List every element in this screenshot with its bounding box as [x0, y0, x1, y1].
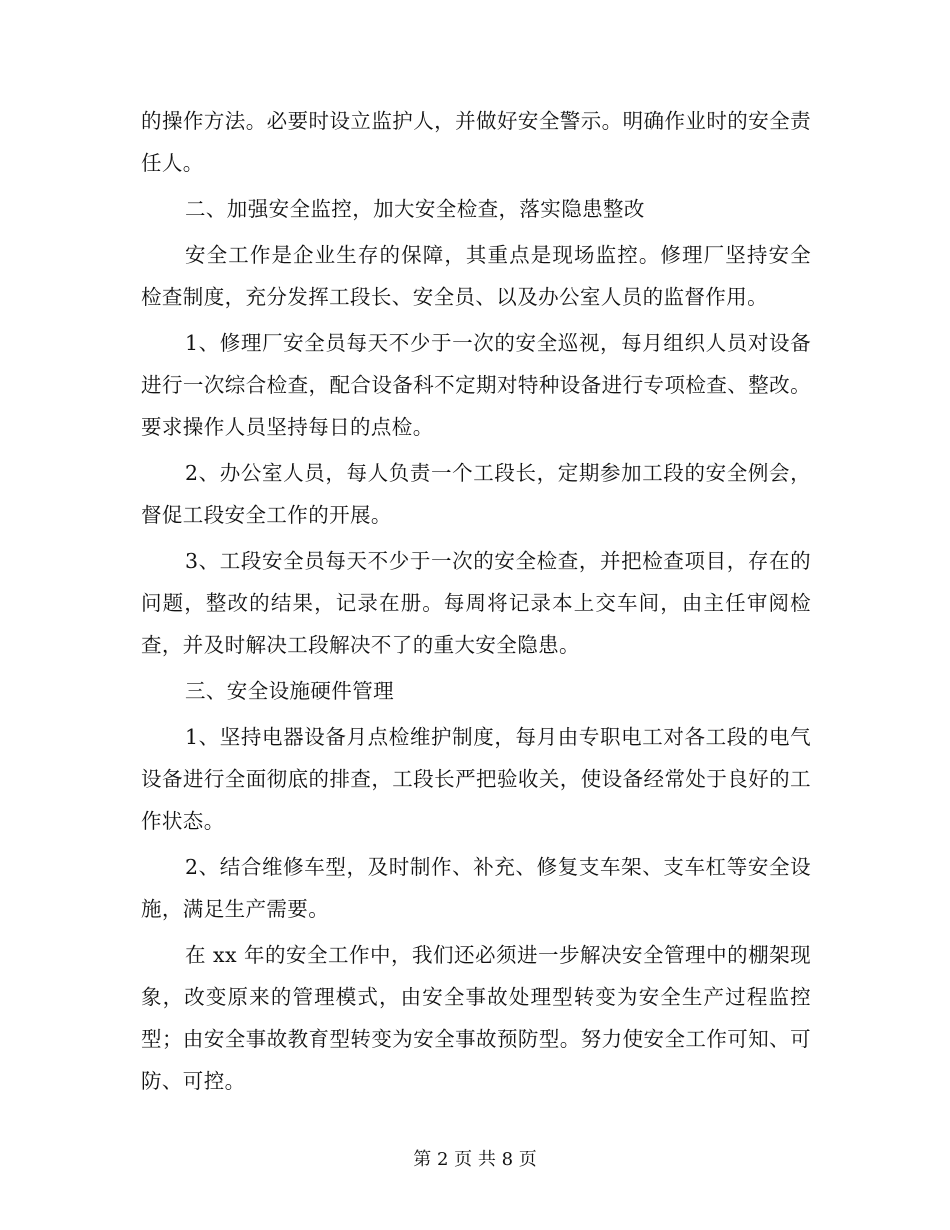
page-number-label: 第 2 页 共 8 页 [413, 1149, 537, 1170]
section-heading-3: 三、安全设施硬件管理 [185, 679, 394, 703]
page-footer [0, 1145, 950, 1171]
paragraph-5: 2、办公室人员，每人负责一个工段长，定期参加工段的安全例会，督促工段安全工作的开展。 [141, 461, 811, 527]
document-body [141, 100, 811, 1106]
paragraph-3: 安全工作是企业生存的保障，其重点是现场监控。修理厂坚持安全检查制度，充分发挥工段长、安全员、以及办公室人员的监督作用。 [141, 243, 811, 309]
paragraph-1: 的操作方法。必要时设立监护人，并做好安全警示。明确作业时的安全责任人。 [141, 109, 811, 175]
paragraph-4: 1、修理厂安全员每天不少于一次的安全巡视，每月组织人员对设备进行一次综合检查，配合设备科不定期对特种设备进行专项检查、整改。要求操作人员坚持每日的点检。 [141, 331, 811, 439]
paragraph-10: 在 xx 年的安全工作中，我们还必须进一步解决安全管理中的棚架现象，改变原来的管理模式，由安全事故处理型转变为安全生产过程监控型；由安全事故教育型转变为安全事故预防型。努力使安全工作可知、可防、可控。 [141, 943, 811, 1093]
paragraph-6: 3、工段安全员每天不少于一次的安全检查，并把检查项目，存在的问题，整改的结果，记录在册。每周将记录本上交车间，由主任审阅检查，并及时解决工段解决不了的重大安全隐患。 [141, 549, 811, 657]
section-heading-2: 二、加强安全监控，加大安全检查，落实隐患整改 [185, 197, 645, 221]
paragraph-8: 1、坚持电器设备月点检维护制度，每月由专职电工对各工段的电气设备进行全面彻底的排查，工段长严把验收关，使设备经常处于良好的工作状态。 [141, 725, 811, 833]
paragraph-9: 2、结合维修车型，及时制作、补充、修复支车架、支车杠等安全设施，满足生产需要。 [141, 855, 811, 921]
